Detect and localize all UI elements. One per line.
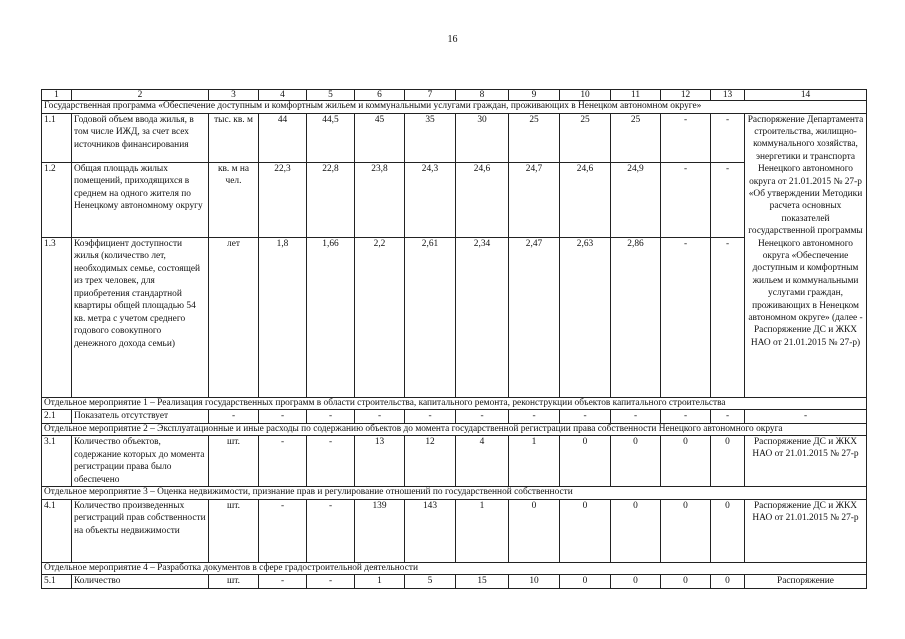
unit: лет: [209, 237, 259, 397]
value-cell: -: [259, 499, 307, 562]
value-cell: 2,61: [405, 237, 456, 397]
value-cell: 5: [405, 575, 456, 589]
section-title: Отдельное мероприятие 1 – Реализация государственных программ в области строительства, капитального ремонта, реконструкции объектов капитального строительства: [42, 397, 867, 410]
value-cell: 30: [456, 113, 509, 162]
column-number: 12: [661, 90, 711, 101]
column-number: 11: [611, 90, 661, 101]
value-cell: 0: [711, 575, 745, 589]
value-cell: 45: [355, 113, 405, 162]
value-cell: 0: [711, 499, 745, 562]
column-number: 5: [307, 90, 355, 101]
value-cell: -: [711, 162, 745, 237]
value-cell: -: [661, 237, 711, 397]
value-cell: 0: [611, 436, 661, 487]
value-cell: 13: [355, 436, 405, 487]
value-cell: 2,86: [611, 237, 661, 397]
program-title-row: [42, 101, 867, 114]
indicator-name: Количество: [72, 575, 209, 589]
program-title: Государственная программа «Обеспечение доступным и комфортным жильем и коммунальными услугами граждан, проживающих в Ненецком автономном округе»: [42, 101, 867, 114]
indicators-table: [41, 89, 867, 589]
row-number: 2.1: [42, 410, 72, 424]
value-cell: 1: [509, 436, 560, 487]
column-number: 4: [259, 90, 307, 101]
column-number: 6: [355, 90, 405, 101]
indicator-name: Показатель отсутствует: [72, 410, 209, 424]
value-cell: 0: [711, 436, 745, 487]
row-number: 1.1: [42, 113, 72, 162]
value-cell: 0: [560, 499, 611, 562]
column-number: 8: [456, 90, 509, 101]
section-row: [42, 562, 867, 575]
value-cell: 2,34: [456, 237, 509, 397]
table-row: [42, 162, 867, 237]
value-cell: -: [259, 410, 307, 424]
source-document: Распоряжение Департамента строительства, жилищно-коммунального хозяйства, энергетики и транспорта Ненецкого автономного округа от 21.01.2015 № 27-р «Об утверждении Методики расчета основных показателей государственной программы Ненецкого автономного округа «Обеспечение доступным и комфортным жильем и коммунальными услугами граждан, проживающих в Ненецком автономном округе» (далее - Распоряжение ДС и ЖКХ НАО от 21.01.2015 № 27-р): [745, 113, 867, 397]
table-row: [42, 237, 867, 397]
page-number: 16: [447, 34, 458, 45]
unit: шт.: [209, 499, 259, 562]
value-cell: -: [259, 575, 307, 589]
value-cell: 0: [661, 499, 711, 562]
source-document: Распоряжение: [745, 575, 867, 589]
column-number: 3: [209, 90, 259, 101]
value-cell: 0: [560, 436, 611, 487]
row-number: 1.3: [42, 237, 72, 397]
value-cell: -: [259, 436, 307, 487]
value-cell: 143: [405, 499, 456, 562]
value-cell: 12: [405, 436, 456, 487]
value-cell: -: [307, 410, 355, 424]
value-cell: 0: [611, 499, 661, 562]
value-cell: 0: [611, 575, 661, 589]
indicator-name: Количество объектов, содержание которых до момента регистрации права было обеспечено: [72, 436, 209, 487]
column-number: 14: [745, 90, 867, 101]
column-number: 9: [509, 90, 560, 101]
value-cell: 25: [611, 113, 661, 162]
indicator-name: Общая площадь жилых помещений, приходящихся в среднем на одного жителя по Ненецкому автономному округу: [72, 162, 209, 237]
unit: шт.: [209, 436, 259, 487]
value-cell: 24,6: [560, 162, 611, 237]
value-cell: 10: [509, 575, 560, 589]
column-number: 10: [560, 90, 611, 101]
value-cell: -: [711, 410, 745, 424]
section-row: [42, 397, 867, 410]
value-cell: 0: [661, 575, 711, 589]
value-cell: 4: [456, 436, 509, 487]
section-row: [42, 423, 867, 436]
value-cell: -: [307, 499, 355, 562]
value-cell: 24,7: [509, 162, 560, 237]
indicator-name: Годовой объем ввода жилья, в том числе ИЖД, за счет всех источников финансирования: [72, 113, 209, 162]
table-row: [42, 113, 867, 162]
value-cell: -: [405, 410, 456, 424]
value-cell: 23,8: [355, 162, 405, 237]
table-row: [42, 410, 867, 424]
value-cell: -: [560, 410, 611, 424]
section-title: Отдельное мероприятие 4 – Разработка документов в сфере градостроительной деятельности: [42, 562, 867, 575]
unit: тыс. кв. м: [209, 113, 259, 162]
value-cell: -: [355, 410, 405, 424]
value-cell: -: [307, 575, 355, 589]
value-cell: 44,5: [307, 113, 355, 162]
value-cell: 1: [355, 575, 405, 589]
row-number: 3.1: [42, 436, 72, 487]
value-cell: 2,47: [509, 237, 560, 397]
row-number: 4.1: [42, 499, 72, 562]
value-cell: 0: [560, 575, 611, 589]
unit: -: [209, 410, 259, 424]
column-numbers-row: [42, 90, 867, 101]
value-cell: 2,63: [560, 237, 611, 397]
value-cell: -: [611, 410, 661, 424]
column-number: 7: [405, 90, 456, 101]
section-title: Отдельное мероприятие 3 – Оценка недвижимости, признание прав и регулирование отношений по государственной собственности: [42, 487, 867, 500]
table-row: [42, 575, 867, 589]
value-cell: -: [661, 162, 711, 237]
value-cell: 22,3: [259, 162, 307, 237]
value-cell: -: [509, 410, 560, 424]
value-cell: 15: [456, 575, 509, 589]
indicator-name: Количество произведенных регистраций прав собственности на объекты недвижимости: [72, 499, 209, 562]
value-cell: -: [711, 113, 745, 162]
value-cell: 35: [405, 113, 456, 162]
value-cell: -: [711, 237, 745, 397]
row-number: 1.2: [42, 162, 72, 237]
source-document: Распоряжение ДС и ЖКХ НАО от 21.01.2015 № 27-р: [745, 499, 867, 562]
value-cell: 24,3: [405, 162, 456, 237]
section-row: [42, 487, 867, 500]
value-cell: 22,8: [307, 162, 355, 237]
value-cell: -: [661, 113, 711, 162]
value-cell: 1: [456, 499, 509, 562]
table-row: [42, 499, 867, 562]
value-cell: -: [456, 410, 509, 424]
value-cell: 1,66: [307, 237, 355, 397]
value-cell: 2,2: [355, 237, 405, 397]
unit: кв. м на чел.: [209, 162, 259, 237]
value-cell: 44: [259, 113, 307, 162]
value-cell: -: [307, 436, 355, 487]
column-number: 1: [42, 90, 72, 101]
source-document: Распоряжение ДС и ЖКХ НАО от 21.01.2015 № 27-р: [745, 436, 867, 487]
column-number: 13: [711, 90, 745, 101]
indicator-name: Коэффициент доступности жилья (количество лет, необходимых семье, состоящей из трех человек, для приобретения стандартной квартиры общей площадью 54 кв. метра с учетом среднего годового совокупного денежного дохода семьи): [72, 237, 209, 397]
value-cell: 24,6: [456, 162, 509, 237]
section-title: Отдельное мероприятие 2 – Эксплуатационные и иные расходы по содержанию объектов до момента государственной регистрации права собственности Ненецкого автономного округа: [42, 423, 867, 436]
value-cell: 25: [560, 113, 611, 162]
value-cell: 0: [661, 436, 711, 487]
unit: шт.: [209, 575, 259, 589]
value-cell: 0: [509, 499, 560, 562]
row-number: 5.1: [42, 575, 72, 589]
table-row: [42, 436, 867, 487]
value-cell: -: [661, 410, 711, 424]
value-cell: 1,8: [259, 237, 307, 397]
value-cell: 139: [355, 499, 405, 562]
value-cell: 25: [509, 113, 560, 162]
value-cell: 24,9: [611, 162, 661, 237]
column-number: 2: [72, 90, 209, 101]
source-document: -: [745, 410, 867, 424]
